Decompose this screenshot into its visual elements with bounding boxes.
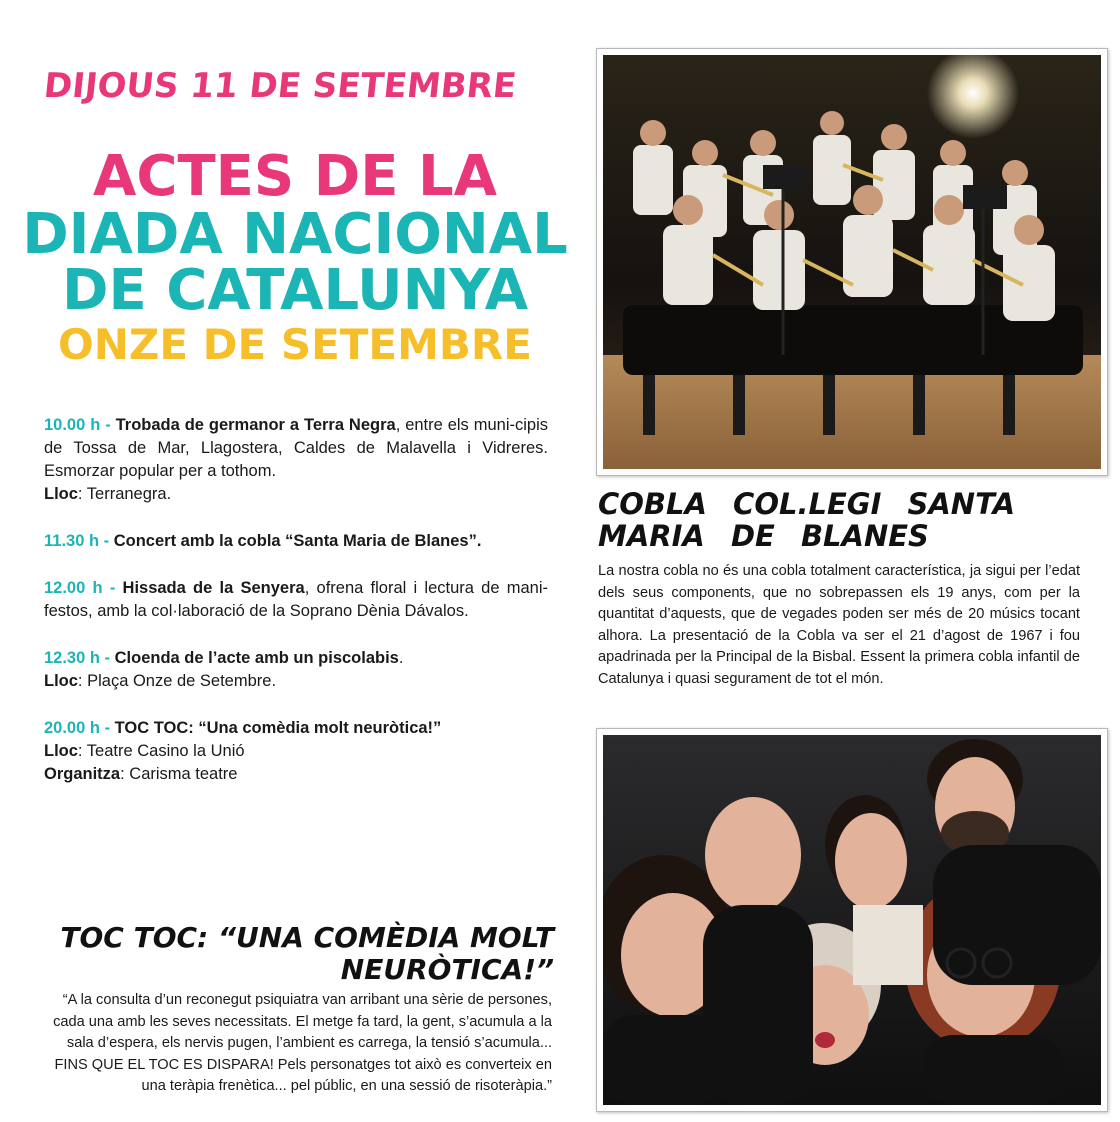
event-title: Concert amb la cobla “Santa Maria de Blanes”. <box>113 532 482 550</box>
title-line-1: ACTES DE LA <box>93 144 497 209</box>
date-heading: DIJOUS 11 DE SETEMBRE <box>41 66 519 106</box>
event-description: , entre els muni-cipis de Tossa de Mar, Llagostera, Caldes de Malavella i Vidreres. Esmorzar popular per a tothom. <box>44 416 548 480</box>
organizer-value: : Carisma teatre <box>120 765 238 783</box>
event-1200 <box>44 577 548 623</box>
event-time: 10.00 h - <box>44 416 116 434</box>
title-line-2: DIADA NACIONAL <box>22 202 568 267</box>
organizer-label: Organitza <box>44 765 121 783</box>
theatre-group-photo <box>596 728 1108 1112</box>
place-value: : Plaça Onze de Setembre. <box>77 672 277 690</box>
event-title: Cloenda de l’acte amb un piscolabis <box>114 649 399 667</box>
toc-heading: TOC TOC: “UNA COMÈDIA MOLT NEURÒTICA!” <box>60 921 554 986</box>
event-1230 <box>44 647 548 693</box>
theatre-group-photo-image <box>603 735 1101 1105</box>
event-time: 12.30 h - <box>44 649 115 667</box>
place-label: Lloc <box>44 485 78 503</box>
event-time: 12.00 h - <box>44 579 123 597</box>
event-1000 <box>44 414 548 506</box>
cobla-description: La nostra cobla no és una cobla totalment característica, ja sigui per l’edat dels seus components, que no sobrepassen els 19 anys, com per la quantitat d’aquests, que de vegades poden ser més de 20 músics tocant alhora. La presentació de la Cobla va ser el 21 d’agost de 1967 i fou apadrinada per la Principal de la Bisbal. Essent la primera cobla infantil de Catalunya i quasi segurament de tot el món. <box>598 563 1080 687</box>
event-description: . <box>398 649 404 667</box>
band-photo <box>596 48 1108 476</box>
title-line-4: ONZE DE SETEMBRE <box>58 320 532 369</box>
toc-description: “A la consulta d’un reconegut psiquiatra van arribant una sèrie de persones, cada una amb les seves necessitats. El metge fa tard, la gent, s’acumula a la sala d’espera, els nervis pugen, l’ambient es carrega, la tensió s’acumula... FINS QUE EL TOC ES DISPARA! Pels personatges tot això es converteix en una teràpia frenètica... pel públic, en una sessió de risoteràpia.” <box>53 992 552 1094</box>
band-photo-image <box>603 55 1101 469</box>
event-title: Trobada de germanor a Terra Negra <box>115 416 396 434</box>
event-description: , ofrena floral i lectura de mani-festos, amb la col·laboració de la Soprano Dènia Dávalos. <box>44 579 548 620</box>
event-2000 <box>44 717 548 786</box>
cobla-heading: COBLA COL.LEGI SANTA MARIA DE BLANES <box>598 487 1016 553</box>
place-label: Lloc <box>44 742 78 760</box>
schedule <box>44 414 548 810</box>
event-time: 11.30 h - <box>44 532 114 550</box>
event-title: TOC TOC: “Una comèdia molt neuròtica!” <box>114 719 442 737</box>
title-line-3: DE CATALUNYA <box>61 258 529 323</box>
event-title: Hissada de la Senyera <box>122 579 305 597</box>
place-label: Lloc <box>44 672 78 690</box>
event-1130 <box>44 530 548 553</box>
event-time: 20.00 h - <box>44 719 115 737</box>
place-value: : Teatre Casino la Unió <box>77 742 245 760</box>
place-value: : Terranegra. <box>77 485 172 503</box>
